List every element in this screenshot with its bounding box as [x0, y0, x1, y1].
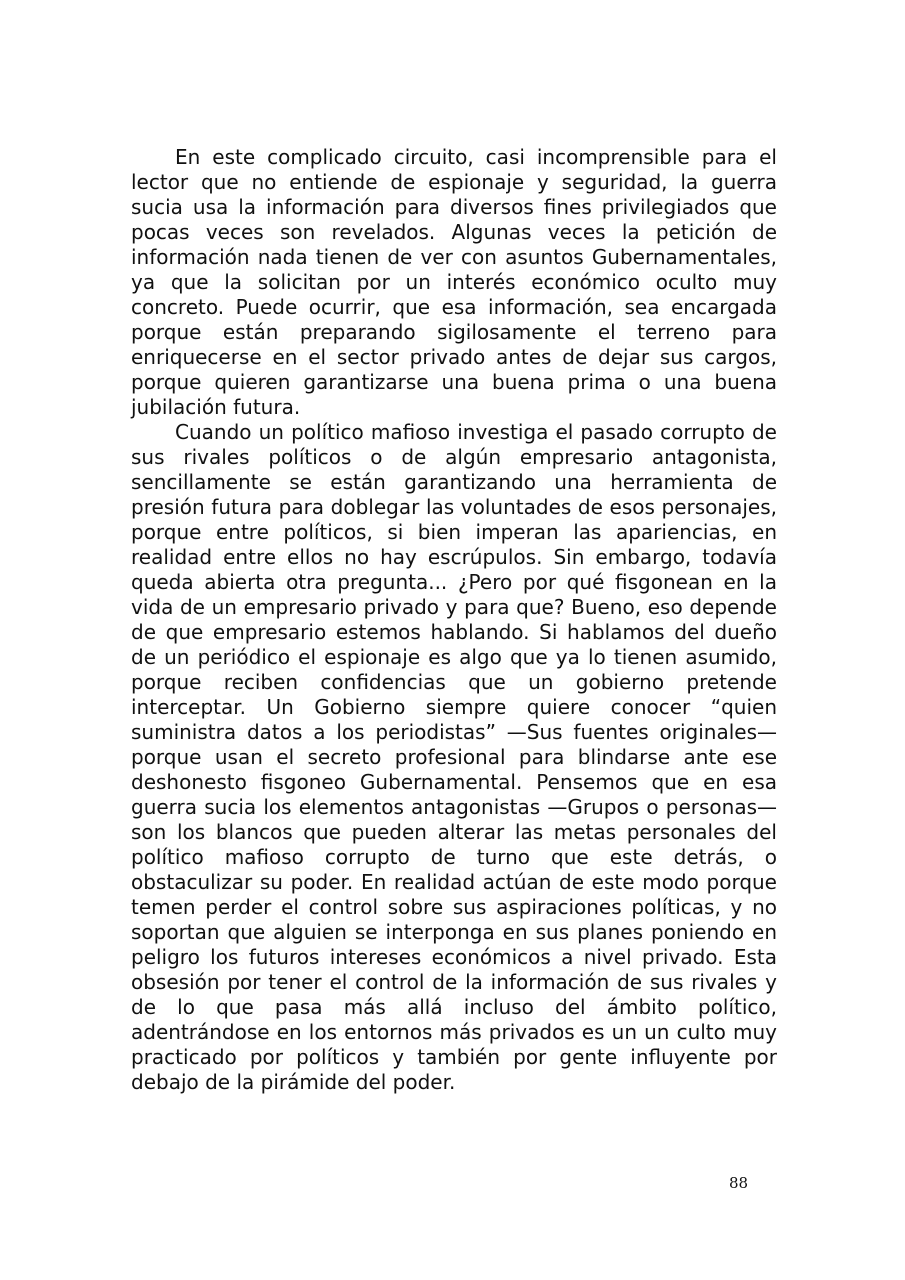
page-number: 88: [729, 1174, 749, 1192]
paragraph-2: Cuando un político mafioso investiga el pasado corrupto de sus rivales políticos o de algún empresario antagonista, sencillamente se están garantizando una herramienta de presión futura para doblegar las voluntades de esos personajes, porque entre políticos, si bien imperan las apariencias, en realidad entre ellos no hay escrúpulos. Sin embargo, todavía queda abierta otra pregunta... ¿Pero por qué fisgonean en la vida de un empresario privado y para que? Bueno, eso depende de que empresario estemos hablando. Si hablamos del dueño de un periódico el espionaje es algo que ya lo tienen asumido, porque reciben confidencias que un gobierno pretende interceptar. Un Gobierno siempre quiere conocer “quien suministra datos a los periodistas” —Sus fuentes originales— porque usan el secreto profesional para blindarse ante ese deshonesto fisgoneo Gubernamental. Pensemos que en esa guerra sucia los elementos antagonistas —Grupos o personas— son los blancos que pueden alterar las metas personales del político mafioso corrupto de turno que este detrás, o obstaculizar su poder. En realidad actúan de este modo porque temen perder el control sobre sus aspiraciones políticas, y no soportan que alguien se interponga en sus planes poniendo en peligro los futuros intereses económicos a nivel privado. Esta obsesión por tener el control de la información de sus rivales y de lo que pasa más allá incluso del ámbito político, adentrándose en los entornos más privados es un un culto muy practicado por políticos y también por gente influyente por debajo de la pirámide del poder.: [131, 420, 777, 1094]
body-text: [131, 145, 777, 1095]
paragraph-1: En este complicado circuito, casi incomprensible para el lector que no entiende de espionaje y seguridad, la guerra sucia usa la información para diversos fines privilegiados que pocas veces son revelados. Algunas veces la petición de información nada tienen de ver con asuntos Gubernamentales, ya que la solicitan por un interés económico oculto muy concreto. Puede ocurrir, que esa información, sea encargada porque están preparando sigilosamente el terreno para enriquecerse en el sector privado antes de dejar sus cargos, porque quieren garantizarse una buena prima o una buena jubilación futura.: [131, 145, 777, 419]
